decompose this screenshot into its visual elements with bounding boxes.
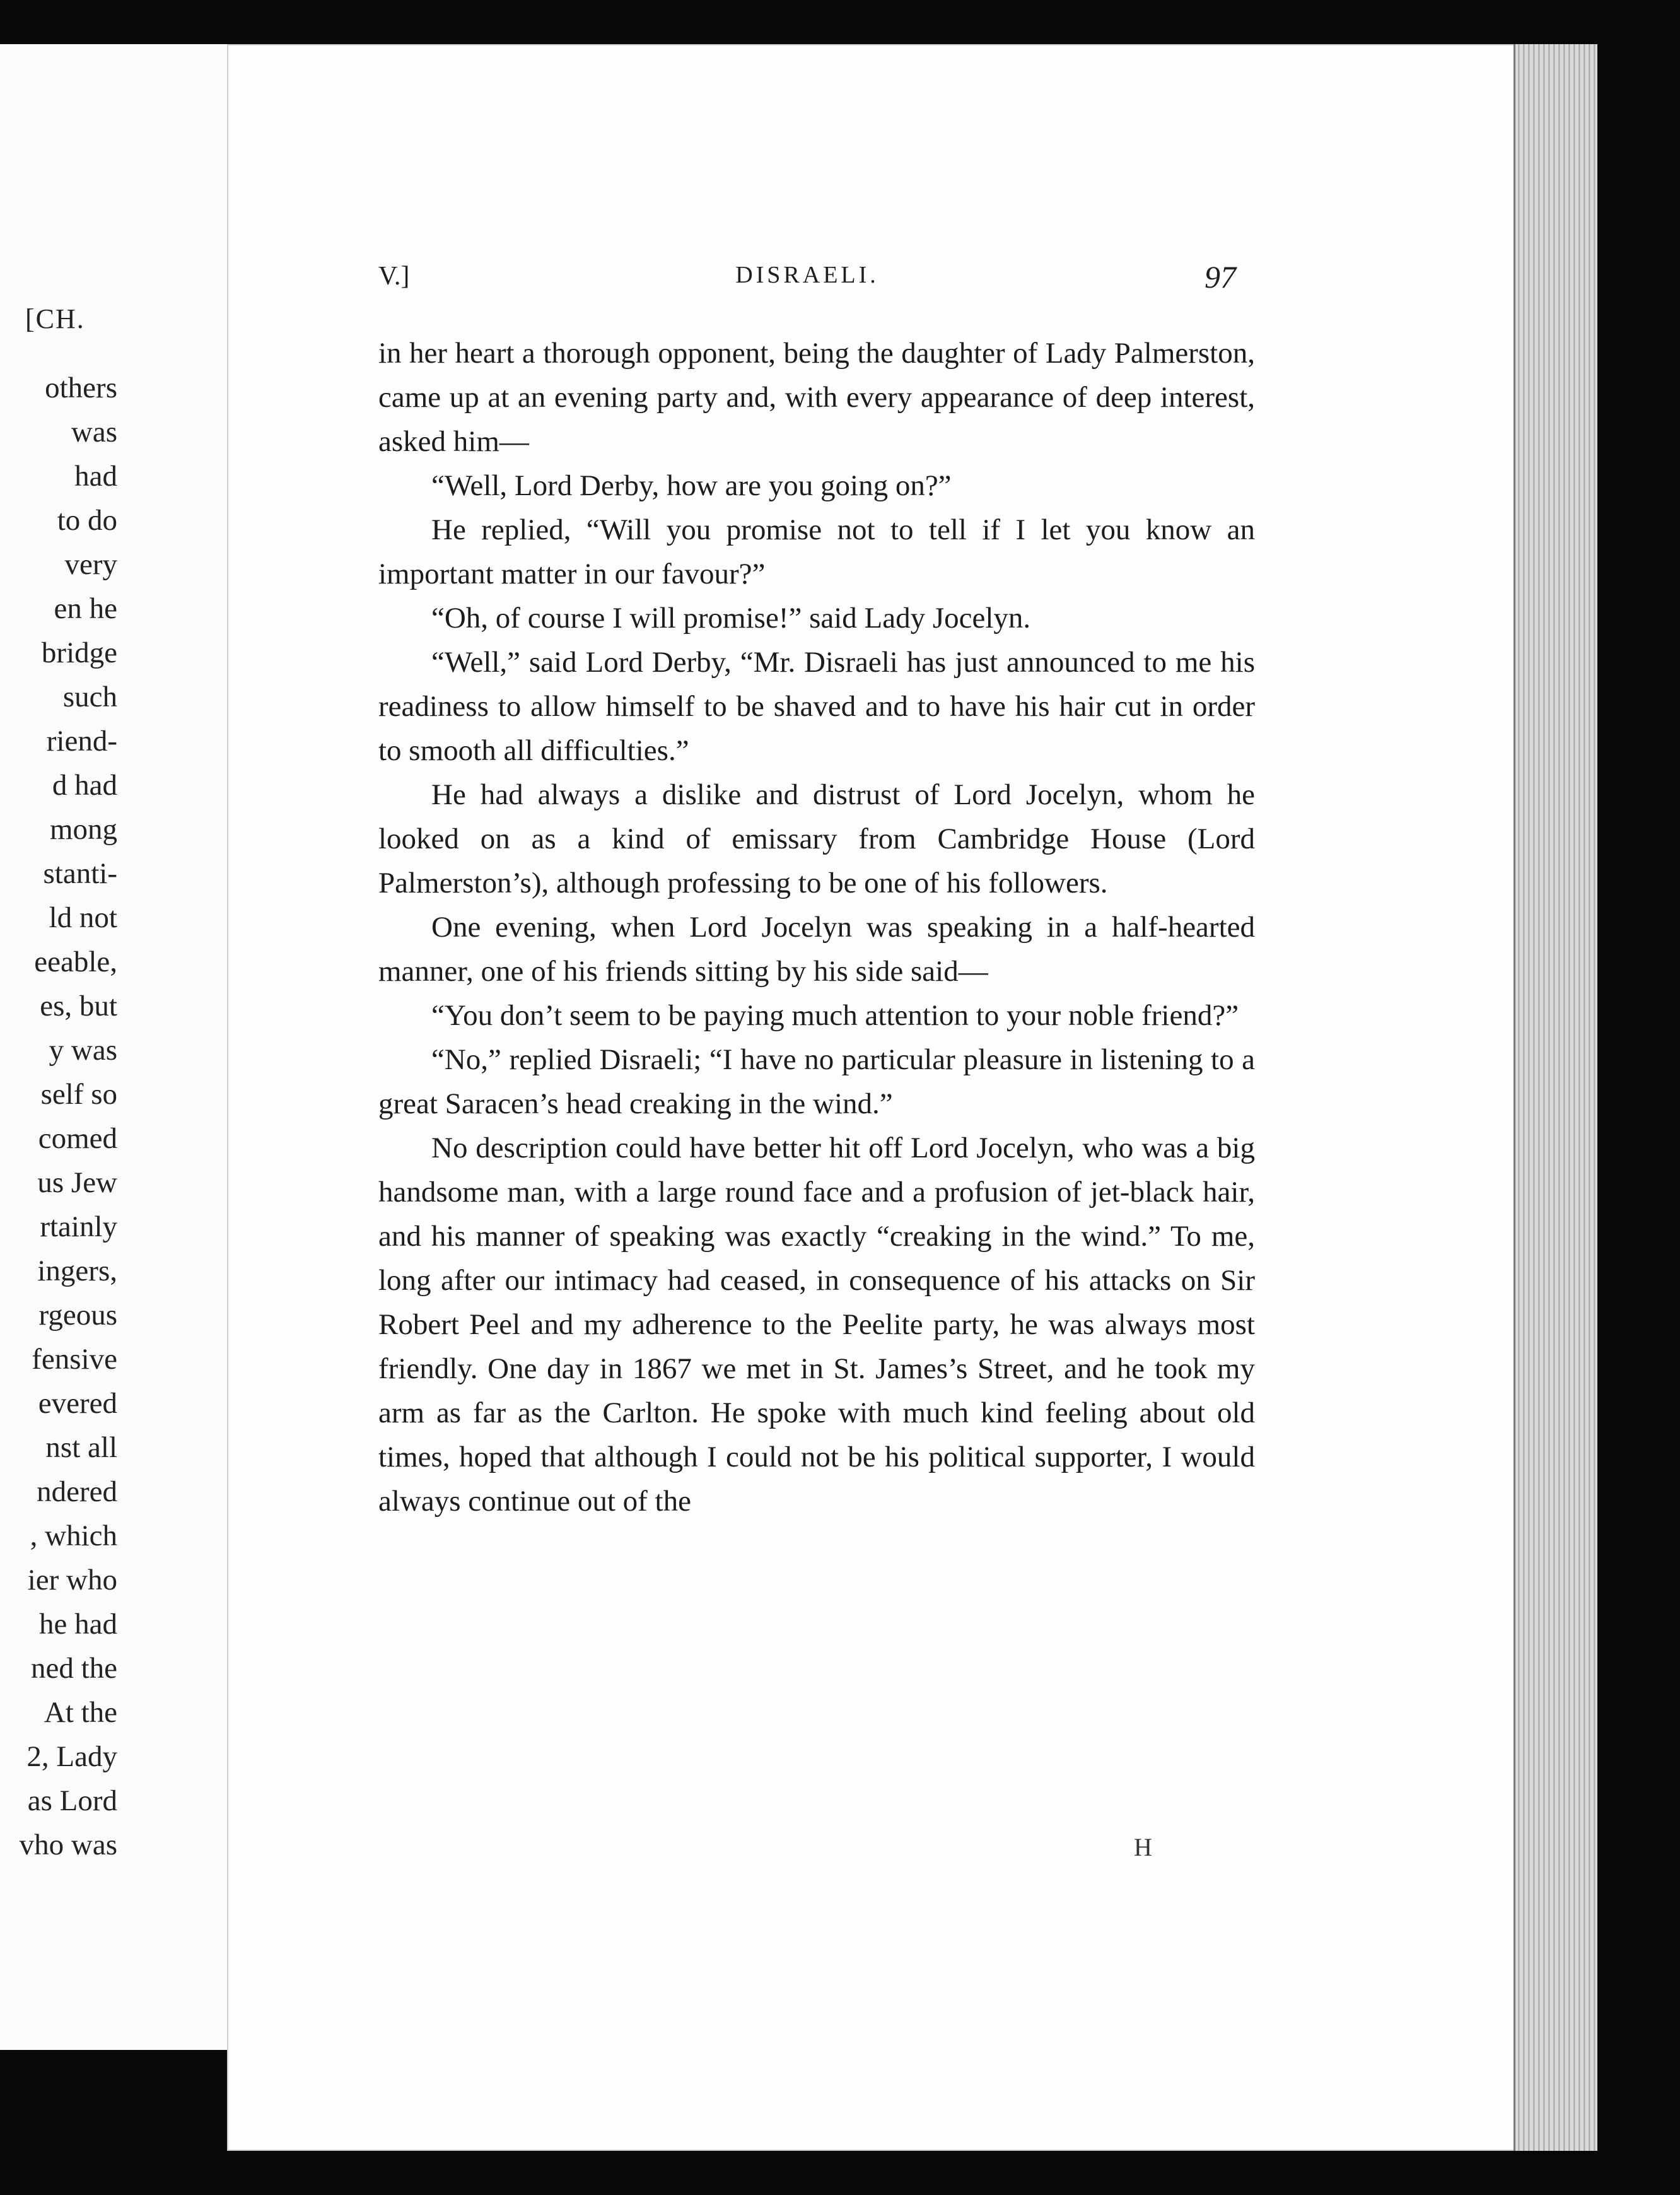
previous-page-line: At the — [44, 1696, 117, 1729]
previous-page-line: comed — [38, 1122, 117, 1155]
previous-page-line: ned the — [30, 1652, 117, 1685]
signature-mark: H — [1134, 1833, 1154, 1861]
paragraph: He had always a dislike and distrust of Lord Jocelyn, whom he looked on as a kind of emissary from Cambridge House (Lord Palmerston’s), although professing to be one of his followers. — [378, 778, 1255, 899]
previous-page-line: rgeous — [38, 1299, 117, 1332]
paragraph: “Oh, of course I will promise!” said Lady Jocelyn. — [431, 602, 1031, 635]
paragraph: No description could have better hit off Lord Jocelyn, who was a big handsome man, with a large round face and a profusion of jet-black hair, and his manner of speaking was exactly “creaking in the wind.” To me, long after our intimacy had ceased, in consequence of his attacks on Sir Robert Peel and my adherence to the Peelite party, he was always most friendly. One day in 1867 we met in St. James’s Street, and he took my arm as far as the Carlton. He spoke with much kind feeling about old times, hoped that although I could not be his political supporter, I would always continue out of the — [378, 1132, 1255, 1518]
previous-page-line: such — [62, 681, 117, 713]
previous-page-line: nst all — [45, 1431, 117, 1464]
previous-page-line: others — [45, 372, 117, 404]
paragraph: “No,” replied Disraeli; “I have no particular pleasure in listening to a great Saracen’s head creaking in the wind.” — [378, 1043, 1255, 1120]
previous-page-line: very — [64, 548, 117, 581]
previous-page-line: ier who — [27, 1564, 117, 1596]
paragraph: in her heart a thorough opponent, being the daughter of Lady Palmerston, came up at an evening party and, with every appearance of deep interest, asked him— — [378, 337, 1255, 458]
paragraph: “Well,” said Lord Derby, “Mr. Disraeli has just announced to me his readiness to allow himself to be shaved and to have his hair cut in order to smooth all difficulties.” — [378, 646, 1255, 767]
page-number: 97 — [1205, 259, 1236, 295]
previous-page-line: riend- — [46, 725, 117, 758]
paragraph: “Well, Lord Derby, how are you going on?” — [431, 469, 952, 502]
previous-page-line: d had — [52, 769, 117, 802]
previous-page-line: evered — [38, 1387, 117, 1420]
previous-page-line: vho was — [19, 1829, 117, 1861]
previous-page-header: [CH. — [25, 303, 85, 334]
previous-page-line: was — [71, 416, 117, 448]
previous-page-line: us Jew — [37, 1166, 117, 1199]
paragraph: He replied, “Will you promise not to tell if I let you know an important matter in our favour?” — [378, 513, 1255, 590]
previous-page-line: fensive — [32, 1343, 117, 1376]
previous-page-line: en he — [54, 592, 117, 625]
running-head — [378, 261, 1236, 299]
running-title: DISRAELI. — [735, 262, 879, 288]
page-edges — [1514, 44, 1597, 2151]
previous-page-line: self so — [40, 1078, 117, 1111]
previous-page-line: ld not — [49, 901, 117, 934]
previous-page-line: , which — [30, 1519, 117, 1552]
previous-page — [0, 44, 238, 2050]
chapter-number: V.] — [378, 262, 410, 291]
paragraph: One evening, when Lord Jocelyn was speaking in a half-hearted manner, one of his friends sitting by his side said— — [378, 911, 1255, 988]
previous-page-line: mong — [49, 813, 117, 846]
previous-page-line: es, but — [40, 990, 117, 1022]
paragraph: “You don’t seem to be paying much attention to your noble friend?” — [431, 999, 1239, 1032]
previous-page-line: y was — [49, 1034, 117, 1067]
previous-page-text — [0, 366, 117, 1867]
previous-page-line: ndered — [37, 1475, 117, 1508]
previous-page-line: eeable, — [34, 945, 117, 978]
previous-page-line: rtainly — [40, 1210, 117, 1243]
previous-page-line: to do — [57, 504, 117, 537]
previous-page-line: bridge — [41, 636, 117, 669]
previous-page-line: had — [74, 460, 117, 493]
previous-page-line: ingers, — [37, 1255, 117, 1287]
body-text — [378, 331, 1255, 1523]
previous-page-line: 2, Lady — [26, 1740, 117, 1773]
previous-page-line: as Lord — [27, 1784, 117, 1817]
previous-page-line: he had — [39, 1608, 117, 1641]
previous-page-line: stanti- — [43, 857, 117, 890]
